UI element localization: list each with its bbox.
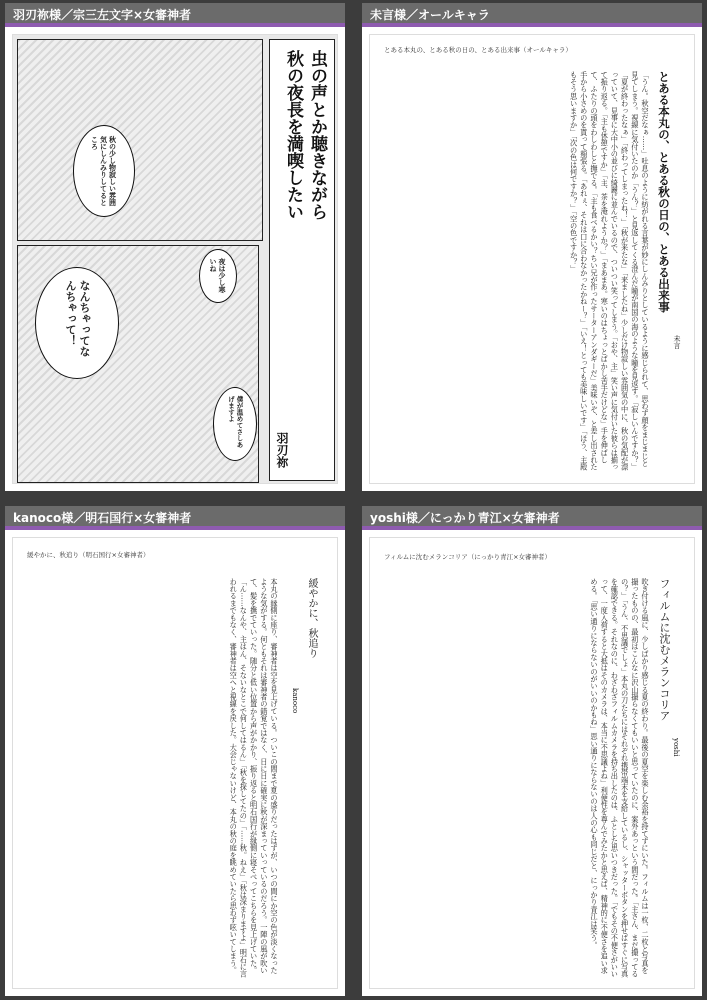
story-title: フィルムに沈むメランコリア (658, 578, 671, 721)
title-line-2: 秋の夜長を満喫したい (283, 50, 303, 220)
speech-bubble-1: 秋の少し物寂しい雰囲気にしんみりしてるところ (73, 125, 135, 217)
text-page (13, 538, 337, 988)
panel-2 (362, 3, 702, 491)
story-author: yoshi (672, 738, 680, 757)
panel-header (362, 506, 702, 530)
panel-4 (362, 506, 702, 996)
story-title: 緩やかに、秋追り (306, 578, 317, 658)
title-box (269, 39, 335, 481)
panel-header-label: yoshi様／にっかり青江×女審神者 (370, 511, 560, 525)
text-page (370, 35, 694, 483)
text-page (370, 538, 694, 988)
running-head: 緩やかに、秋追り（明石国行×女審神者） (27, 551, 150, 559)
panel-header-label: kanoco様／明石国行×女審神者 (13, 511, 192, 525)
speech-bubble-3: なんちゃってなんちゃって！ (35, 267, 119, 379)
story-body: 「うん。秋空だなぁ……」吐息のように紡がれる言葉が妙にしんみりとしているように感じられて、思わず顔をまじまじと見てしまう。視線に気付いたのか「うん？」と見返してくる澄んだ瞳が南国の海のような瞳を見返す。「寂しいんですか？」「夏が終わったなぁ」「終わってしまったね！」「秋が来たな」「来ましたね」少しだけ物寂しい雰囲気の中に、秋の気配が漂っていて、見事に大中小の並びに綺麗に並んでいるので、ついつい笑ってしまう。「おや、主」笑い声に気付いた彼らは揃って振り返る。「主も休憩ですか」「主、茶を淹れようか？」「まあまあ。寒いのはちょっとばかし苦手だけどな」手を伸ばして、ふたりの頭をわしわしと撫でる。「主も食べるかい？ちい兄が作ったサーターアンダギーだ」美味いぞ、と差し出された手から小さめのを貰って頬張る。「あれぇ、それは口に合わなかったかねー？」「いえ！とっても美味しいです」「ほう、主殿もそう思いますか」「次の色は何ですか？」「空の色ですか？」 (569, 71, 650, 471)
title-line-1: 虫の声とか聴きながら (307, 50, 327, 220)
manga-panel-top (17, 39, 263, 241)
running-head: フィルムに沈むメランコリア（にっかり青江×女審神者） (384, 553, 552, 561)
running-head: とある本丸の、とある秋の日の、とある出来事（オールキャラ） (384, 46, 572, 54)
panel-header-label: 未言様／オールキャラ (370, 8, 490, 22)
panel-3 (5, 506, 345, 996)
panel-header-label: 羽刃祢様／宗三左文字×女審神者 (13, 8, 192, 22)
story-title: とある本丸の、とある秋の日の、とある出来事 (657, 71, 671, 313)
manga-page (13, 35, 337, 483)
story-author: kanoco (291, 688, 299, 714)
panel-header (362, 3, 702, 27)
speech-bubble-4: 僕が温めてさしあげますよ (213, 387, 257, 461)
panel-header (5, 506, 345, 530)
panel-1 (5, 3, 345, 491)
panel-header (5, 3, 345, 27)
author-name: 羽刃祢 (275, 432, 289, 468)
story-body: 吹き付ける風に、少しばかり感じる夏の終わり。最後の夏空を楽しむ余裕を持てずにいた。フィルムは一枚、二枚と写真を撮ったものの、最初はこんなに沢山撮らなくてもいいと思っていたのに、案外あっという間だった。「主さん、まだ撮ってるの？」「うん、不思議でしょ」本丸の刀たちにはそれぞれ携帯端末を支給しているし、シャッターボタンを押せばすぐに写真を確認できる。それなのに、わざわざフィルムカメラを持ち出したのは、ふとした思いつきだった。「でもその不便さがいいって、一度入荷すると大抵はそのカメラは、本当に不思議よね」利便性を尊んでみたかと思えば、精神的に不便さを追い求める。「思い通りにならないのがいいのかもね」思い通りにならないのは人の心も同じだと、にっかり青江は笑う。 (589, 578, 650, 978)
speech-bubble-2: 夜は少し寒いね (199, 249, 237, 303)
story-body: 本丸の縁側に座り、審神者は空を見上げている。ついこの間まで夏の盛りだったはずが、いつの間にか空の色が淡くなったような気がする。何ともそれは審神者の錯覚ではなく、日に日に確実に秋が深まっていっているのだろう。一陣の風が吹いて、髪を撫でていった。随分と低い位置から声がかかり、振り返ると明石国行が縁側に寝そべってこちらを見上げていた。「ん……なんや、主はん、そないなとこで何してはるん」「秋を探してたの」「……秋。ねえ」「秋は深まりますよ」明石に言われるまでもなく、審神者は空へと視線を戻した。大会じゃないけど、本丸の秋の庭を眺めていたら思わず呟いてしまう。 (229, 578, 279, 978)
story-author: 未言 (673, 335, 681, 349)
